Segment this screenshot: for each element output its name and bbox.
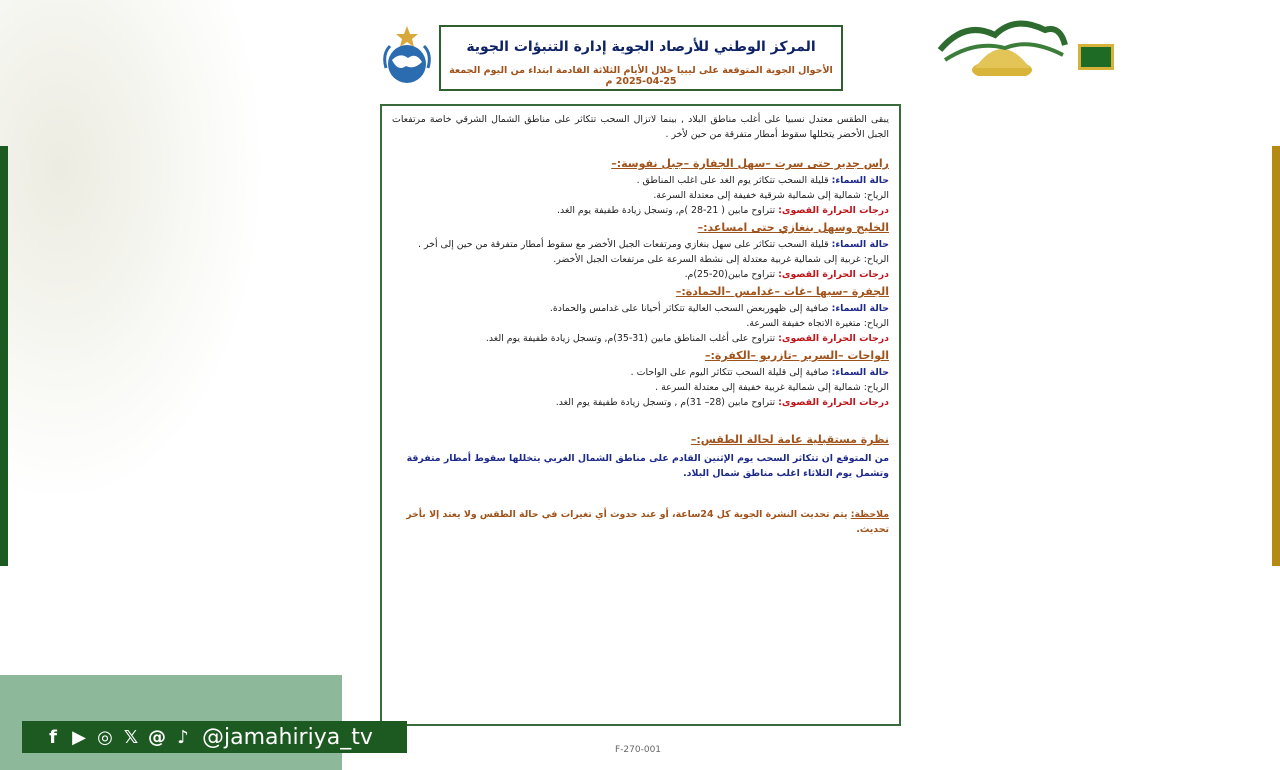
tiktok-icon[interactable]: ♪ xyxy=(177,726,189,748)
flag-icon xyxy=(1078,44,1114,70)
outlook-title: نظرة مستقبلية عامة لحالة الطقس:– xyxy=(690,433,889,446)
x-icon[interactable]: 𝕏 xyxy=(123,726,139,748)
wind-label: الرياح: xyxy=(863,318,889,329)
note-text: يتم تحديث النشرة الجوية كل 24ساعة، أو عند حدوث أي تغيرات في حالة الطقس ولا يعتد إلا بأخر تحديث. xyxy=(406,509,889,535)
wind-label: الرياح: xyxy=(863,382,889,393)
region-section xyxy=(392,284,889,346)
wind-value: غربية إلى شمالية غربية معتدلة إلى نشطة السرعة على مرتفعات الجبل الأخضر. xyxy=(553,254,861,265)
temp-label: درجات الحرارة القصوى: xyxy=(778,333,889,344)
region-section xyxy=(392,348,889,410)
temp-line xyxy=(392,203,889,218)
social-handle[interactable]: @jamahiriya_tv xyxy=(202,724,373,750)
sky-label: حالة السماء: xyxy=(831,175,889,186)
sky-label: حالة السماء: xyxy=(831,367,889,378)
sky-line xyxy=(392,173,889,188)
background-ornament xyxy=(0,0,300,560)
channel-logo xyxy=(935,10,1070,76)
sky-value: قليلة السحب تتكاثر يوم الغد على اغلب المناطق . xyxy=(636,175,829,186)
social-bar xyxy=(22,721,407,753)
youtube-icon[interactable]: ▶ xyxy=(72,726,86,748)
facebook-icon[interactable]: f xyxy=(49,726,57,748)
wind-label: الرياح: xyxy=(863,254,889,265)
temp-value: تتراوح مابين ( 21-28 )م, وتسجل زيادة طفيفة يوم الغد. xyxy=(557,205,776,216)
page-title: المركز الوطني للأرصاد الجوية إدارة التنبؤات الجوية xyxy=(466,39,816,55)
wind-line xyxy=(392,188,889,203)
intro-paragraph: يبقى الطقس معتدل نسبيا على أغلب مناطق البلاد , بينما لاتزال السحب تتكاثر على مناطق الشمال الشرقي خاصة مرتفعات الجبل الأخضر يتخللها سقوط أمطار متفرقة من حين لأخر . xyxy=(392,114,889,140)
sky-label: حالة السماء: xyxy=(831,239,889,250)
instagram-icon[interactable]: ◎ xyxy=(97,726,113,748)
note-label: ملاحظة: xyxy=(850,509,889,520)
region-section xyxy=(392,156,889,218)
wind-value: متغيرة الاتجاه خفيفة السرعة. xyxy=(746,318,861,329)
wind-value: شمالية إلى شمالية شرقية خفيفة إلى معتدلة السرعة. xyxy=(653,190,861,201)
sky-line xyxy=(392,237,889,252)
forecast-panel xyxy=(380,104,901,726)
bulletin-header xyxy=(439,25,843,91)
temp-value: تتراوح على أغلب المناطق مابين (31-35)م, وتسجل زيادة طفيفة يوم الغد. xyxy=(485,333,776,344)
region-title: الخليج وسهل بنغازي حتى امساعد:– xyxy=(697,221,889,234)
wind-label: الرياح: xyxy=(863,190,889,201)
region-title: راس جدير حتى سرت –سهل الجفارة –جبل نفوسة:– xyxy=(611,157,889,170)
wind-value: شمالية إلى شمالية غربية خفيفة إلى معتدلة السرعة . xyxy=(655,382,861,393)
page-subtitle: الأحوال الجوية المتوقعة على ليبيا خلال الأيام الثلاثة القادمة ابتداء من اليوم الجمعة 25-04-2025 م xyxy=(449,65,833,87)
temp-value: تتراوح مابين(20-25)م. xyxy=(684,269,776,280)
wind-line xyxy=(392,380,889,395)
temp-label: درجات الحرارة القصوى: xyxy=(778,205,889,216)
document-code: F-270-001 xyxy=(615,745,662,755)
sky-label: حالة السماء: xyxy=(831,303,889,314)
threads-icon[interactable]: @ xyxy=(148,726,166,748)
sky-line xyxy=(392,301,889,316)
sky-value: صافية إلى قليلة السحب تتكاثر اليوم على الواحات . xyxy=(630,367,829,378)
temp-line xyxy=(392,267,889,282)
region-section xyxy=(392,220,889,282)
wmo-emblem-icon xyxy=(378,24,436,86)
wind-line xyxy=(392,316,889,331)
wind-line xyxy=(392,252,889,267)
left-accent-bar xyxy=(0,146,8,566)
update-note xyxy=(392,507,889,537)
outlook-text: من المتوقع ان تتكاثر السحب يوم الإثنين القادم على مناطق الشمال الغربي يتخللها سقوط أمطار متفرقة وتشمل يوم الثلاثاء اغلب مناطق شمال البلاد. xyxy=(406,453,889,479)
right-accent-bar xyxy=(1272,146,1280,566)
temp-value: تتراوح مابين (28– 31)م , وتسجل زيادة طفيفة يوم الغد. xyxy=(555,397,776,408)
temp-label: درجات الحرارة القصوى: xyxy=(778,397,889,408)
sky-value: قليلة السحب تتكاثر على سهل بنغازي ومرتفعات الجبل الأخضر مع سقوط أمطار متفرقة من حين إلى أخر . xyxy=(418,239,829,250)
temp-line xyxy=(392,395,889,410)
temp-label: درجات الحرارة القصوى: xyxy=(778,269,889,280)
region-title: الجفرة –سبها –غات –غدامس –الحمادة:– xyxy=(675,285,889,298)
temp-line xyxy=(392,331,889,346)
region-title: الواحات –السرير –تازربو –الكفرة:– xyxy=(705,349,889,362)
sky-value: صافية إلى ظهوربعض السحب العالية تتكاثر أحيانا على غدامس والحمادة. xyxy=(549,303,829,314)
sky-line xyxy=(392,365,889,380)
